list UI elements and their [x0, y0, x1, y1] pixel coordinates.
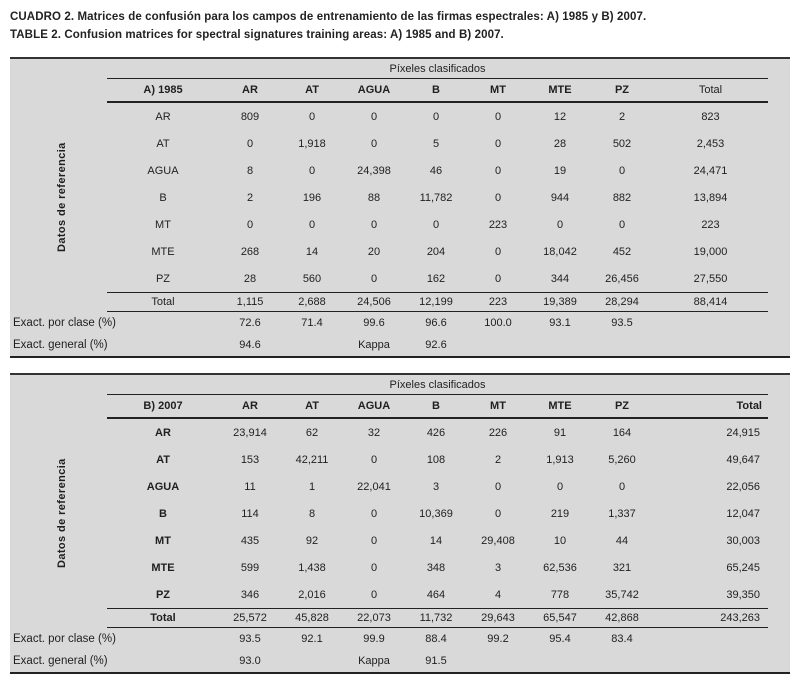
- matrix-cell: 0: [370, 588, 378, 601]
- row-label: MTE: [151, 561, 175, 574]
- matrix-cell: 8: [308, 507, 316, 520]
- accuracy-per-class-label: Exact. por clase (%): [13, 633, 116, 645]
- matrix-cell: 10,369: [419, 507, 453, 520]
- matrix-cell: 219: [550, 507, 570, 520]
- total-row-label: Total: [151, 296, 175, 308]
- row-total-cell: 823: [701, 110, 720, 123]
- matrix-cell: 778: [550, 588, 570, 601]
- matrix-cell: 114: [241, 507, 259, 520]
- kappa-value: 92.6: [425, 339, 447, 351]
- column-total-cell: 29,643: [481, 612, 515, 624]
- classified-pixels-header: Píxeles clasificados: [107, 59, 768, 79]
- matrix-cell: 346: [240, 588, 260, 601]
- matrix-cell: 0: [432, 218, 440, 231]
- accuracy-per-class-value: 100.0: [484, 317, 512, 329]
- matrix-cell: 426: [426, 426, 446, 439]
- column-header-total: Total: [736, 400, 762, 412]
- matrix-cell: 0: [370, 534, 378, 547]
- matrix-cell: 809: [240, 110, 260, 123]
- matrix-cell: 46: [429, 164, 443, 177]
- matrix-corner-label: A) 1985: [143, 84, 183, 96]
- matrix-cell: 19: [553, 164, 567, 177]
- matrix-cell: 2: [494, 453, 502, 466]
- matrix-row: [107, 500, 768, 527]
- grand-total-cell: 243,263: [720, 612, 760, 624]
- column-header: PZ: [614, 84, 630, 96]
- matrix-cell: 464: [426, 588, 446, 601]
- row-label: MT: [155, 534, 171, 547]
- column-total-cell: 24,506: [357, 296, 391, 308]
- column-total-cell: 1,115: [236, 296, 264, 308]
- matrix-cell: 88: [367, 191, 381, 204]
- column-total-cell: 65,547: [543, 612, 577, 624]
- total-row: [107, 608, 768, 628]
- column-header: AGUA: [357, 84, 391, 96]
- matrix-cell: 0: [370, 507, 378, 520]
- matrix-cell: 2: [618, 110, 626, 123]
- matrix-cell: 5: [432, 137, 440, 150]
- matrix-cell: 226: [488, 426, 508, 439]
- row-label: PZ: [155, 588, 171, 601]
- matrix-cell: 108: [426, 453, 446, 466]
- matrix-cell: 12: [553, 110, 567, 123]
- matrix-cell: 23,914: [233, 426, 267, 439]
- total-row: [107, 292, 768, 312]
- overall-accuracy-label: Exact. general (%): [13, 655, 108, 667]
- matrix-row: [107, 238, 768, 265]
- overall-accuracy-row: [10, 334, 790, 356]
- matrix-cell: 0: [494, 272, 502, 285]
- reference-data-side-label: Datos de referencia: [56, 142, 68, 253]
- overall-accuracy-value: 93.0: [239, 655, 261, 667]
- row-total-cell: 19,000: [693, 245, 728, 258]
- column-header-total: Total: [698, 84, 723, 96]
- matrix-cell: 348: [426, 561, 446, 574]
- column-header: PZ: [614, 400, 630, 412]
- overall-accuracy-value: 94.6: [239, 339, 261, 351]
- matrix-cell: 0: [494, 191, 502, 204]
- matrix-cell: 91: [553, 426, 567, 439]
- column-total-cell: 11,732: [419, 612, 453, 624]
- accuracy-per-class-value: 99.6: [363, 317, 385, 329]
- matrix-corner-label: B) 2007: [143, 400, 183, 412]
- matrix-cell: 0: [308, 218, 316, 231]
- column-header: B: [432, 84, 440, 96]
- row-label: AT: [156, 137, 170, 150]
- row-label: AGUA: [147, 164, 179, 177]
- classified-pixels-header: Píxeles clasificados: [107, 375, 768, 395]
- row-label: AGUA: [146, 480, 180, 493]
- matrix-cell: 29,408: [481, 534, 515, 547]
- kappa-label: Kappa: [358, 655, 390, 667]
- matrix-row: [107, 527, 768, 554]
- matrix-cell: 24,398: [357, 164, 391, 177]
- row-total-cell: 12,047: [726, 507, 760, 520]
- matrix-cell: 62: [305, 426, 319, 439]
- column-header: AT: [305, 400, 319, 412]
- column-total-cell: 22,073: [357, 612, 391, 624]
- accuracy-per-class-value: 93.5: [611, 317, 633, 329]
- matrix-cell: 26,456: [605, 272, 639, 285]
- row-total-cell: 24,471: [693, 164, 728, 177]
- column-total-cell: 12,199: [419, 296, 453, 308]
- kappa-value: 91.5: [425, 655, 447, 667]
- row-total-cell: 30,003: [726, 534, 760, 547]
- matrix-cell: 0: [618, 480, 626, 493]
- row-total-cell: 27,550: [693, 272, 728, 285]
- column-header: MT: [490, 84, 506, 96]
- matrix-cell: 32: [367, 426, 381, 439]
- matrix-cell: 0: [494, 137, 502, 150]
- accuracy-per-class-value: 71.4: [301, 317, 323, 329]
- accuracy-per-class-value: 92.1: [301, 633, 323, 645]
- matrix-cell: 0: [246, 137, 254, 150]
- accuracy-per-class-value: 96.6: [425, 317, 447, 329]
- matrix-cell: 2: [246, 191, 254, 204]
- row-total-cell: 13,894: [693, 191, 728, 204]
- row-label: AR: [155, 110, 171, 123]
- confusion-matrix-1985: [10, 57, 790, 358]
- column-header: MTE: [548, 84, 572, 96]
- matrix-row: [107, 157, 768, 184]
- row-total-cell: 65,245: [726, 561, 760, 574]
- matrix-cell: 92: [305, 534, 319, 547]
- matrix-row: [107, 581, 768, 608]
- matrix-cell: 0: [432, 110, 440, 123]
- matrix-cell: 162: [426, 272, 446, 285]
- row-label: MT: [155, 218, 171, 231]
- caption-english: TABLE 2. Confusion matrices for spectral signatures training areas: A) 1985 and B) 2007.: [10, 29, 504, 41]
- matrix-row: [107, 103, 768, 130]
- row-label: AT: [156, 453, 170, 466]
- row-total-cell: 49,647: [726, 453, 760, 466]
- matrix-cell: 0: [370, 453, 378, 466]
- column-header: MTE: [548, 400, 572, 412]
- matrix-cell: 204: [426, 245, 446, 258]
- matrix-row: [107, 211, 768, 238]
- matrix-cell: 8: [246, 164, 254, 177]
- matrix-cell: 344: [550, 272, 570, 285]
- matrix-cell: 164: [612, 426, 632, 439]
- matrix-cell: 0: [618, 164, 626, 177]
- column-total-cell: 42,868: [605, 612, 639, 624]
- matrix-cell: 0: [494, 110, 502, 123]
- matrix-cell: 321: [612, 561, 632, 574]
- matrix-cell: 0: [370, 272, 378, 285]
- matrix-row: [107, 184, 768, 211]
- matrix-cell: 22,041: [357, 480, 391, 493]
- matrix-row: [107, 419, 768, 446]
- matrix-row: [107, 446, 768, 473]
- accuracy-per-class-label: Exact. por clase (%): [13, 317, 116, 329]
- matrix-cell: 0: [370, 137, 378, 150]
- matrix-cell: 0: [494, 507, 502, 520]
- caption-spanish: CUADRO 2. Matrices de confusión para los campos de entrenamiento de las firmas espectrales: A) 1985 y B) 2007.: [10, 11, 647, 23]
- confusion-matrix-2007: [10, 373, 790, 674]
- matrix-cell: 0: [370, 110, 378, 123]
- overall-accuracy-row: [10, 650, 790, 672]
- matrix-cell: 35,742: [605, 588, 639, 601]
- matrix-cell: 882: [612, 191, 632, 204]
- column-header: MT: [490, 400, 506, 412]
- row-label: AR: [155, 426, 171, 439]
- accuracy-per-class-value: 93.5: [239, 633, 261, 645]
- accuracy-per-class-value: 88.4: [425, 633, 447, 645]
- row-label: MTE: [151, 245, 175, 258]
- matrix-cell: 599: [240, 561, 260, 574]
- matrix-cell: 10: [553, 534, 567, 547]
- matrix-cell: 1: [308, 480, 316, 493]
- matrix-cell: 20: [367, 245, 381, 258]
- matrix-cell: 0: [246, 218, 254, 231]
- overall-accuracy-label: Exact. general (%): [13, 339, 108, 351]
- row-label: PZ: [155, 272, 171, 285]
- matrix-cell: 11: [244, 480, 256, 493]
- matrix-cell: 502: [612, 137, 632, 150]
- matrix-cell: 196: [302, 191, 322, 204]
- row-total-cell: 223: [701, 218, 720, 231]
- column-total-cell: 45,828: [295, 612, 329, 624]
- matrix-cell: 3: [432, 480, 440, 493]
- matrix-cell: 0: [494, 164, 502, 177]
- accuracy-per-class-value: 72.6: [239, 317, 261, 329]
- matrix-cell: 5,260: [608, 453, 636, 466]
- column-total-cell: 25,572: [233, 612, 267, 624]
- matrix-cell: 1,918: [298, 137, 326, 150]
- column-total-cell: 2,688: [298, 296, 326, 308]
- total-row-label: Total: [150, 612, 176, 624]
- column-header: B: [432, 400, 440, 412]
- matrix-cell: 14: [305, 245, 319, 258]
- row-total-cell: 39,350: [726, 588, 760, 601]
- column-header: AGUA: [357, 400, 391, 412]
- accuracy-per-class-row: [10, 628, 790, 650]
- accuracy-per-class-value: 99.2: [487, 633, 509, 645]
- row-total-cell: 22,056: [726, 480, 760, 493]
- matrix-cell: 560: [302, 272, 322, 285]
- matrix-row: [107, 554, 768, 581]
- row-label: B: [159, 191, 167, 204]
- matrix-cell: 0: [370, 561, 378, 574]
- matrix-cell: 28: [243, 272, 257, 285]
- accuracy-per-class-value: 99.9: [363, 633, 385, 645]
- matrix-cell: 0: [308, 164, 316, 177]
- matrix-cell: 0: [494, 480, 502, 493]
- matrix-cell: 3: [494, 561, 502, 574]
- grand-total-cell: 88,414: [693, 296, 728, 308]
- row-label: B: [159, 507, 167, 520]
- table-caption: [10, 8, 790, 44]
- row-total-cell: 2,453: [696, 137, 725, 150]
- matrix-cell: 1,438: [298, 561, 326, 574]
- column-header: AR: [242, 400, 258, 412]
- kappa-label: Kappa: [358, 339, 390, 351]
- column-total-cell: 28,294: [605, 296, 639, 308]
- matrix-cell: 223: [488, 218, 508, 231]
- column-total-cell: 223: [488, 296, 508, 308]
- matrix-cell: 14: [429, 534, 443, 547]
- matrix-cell: 268: [240, 245, 260, 258]
- matrix-cell: 28: [553, 137, 567, 150]
- matrix-cell: 0: [494, 245, 502, 258]
- column-header-row: [107, 79, 768, 103]
- matrix-cell: 452: [612, 245, 632, 258]
- matrix-cell: 0: [618, 218, 626, 231]
- reference-data-side-label: Datos de referencia: [56, 458, 68, 569]
- matrix-cell: 153: [240, 453, 260, 466]
- matrix-row: [107, 473, 768, 500]
- matrix-cell: 435: [240, 534, 260, 547]
- matrix-row: [107, 130, 768, 157]
- matrix-cell: 1,337: [608, 507, 636, 520]
- accuracy-per-class-value: 95.4: [549, 633, 571, 645]
- matrix-cell: 0: [370, 218, 378, 231]
- matrix-cell: 0: [556, 218, 564, 231]
- accuracy-per-class-value: 93.1: [549, 317, 571, 329]
- matrix-cell: 42,211: [295, 453, 329, 466]
- row-total-cell: 24,915: [726, 426, 760, 439]
- column-header-row: [107, 395, 768, 419]
- column-header: AT: [305, 84, 319, 96]
- matrix-cell: 2,016: [298, 588, 326, 601]
- matrix-cell: 11,782: [419, 191, 453, 204]
- matrix-cell: 944: [550, 191, 570, 204]
- matrix-cell: 0: [556, 480, 564, 493]
- matrix-cell: 1,913: [546, 453, 574, 466]
- accuracy-per-class-row: [10, 312, 790, 334]
- matrix-cell: 44: [615, 534, 629, 547]
- matrix-cell: 0: [308, 110, 316, 123]
- column-total-cell: 19,389: [543, 296, 577, 308]
- matrix-cell: 18,042: [543, 245, 577, 258]
- column-header: AR: [242, 84, 258, 96]
- accuracy-per-class-value: 83.4: [611, 633, 633, 645]
- matrix-row: [107, 265, 768, 292]
- matrix-cell: 4: [494, 588, 502, 601]
- matrix-cell: 62,536: [543, 561, 577, 574]
